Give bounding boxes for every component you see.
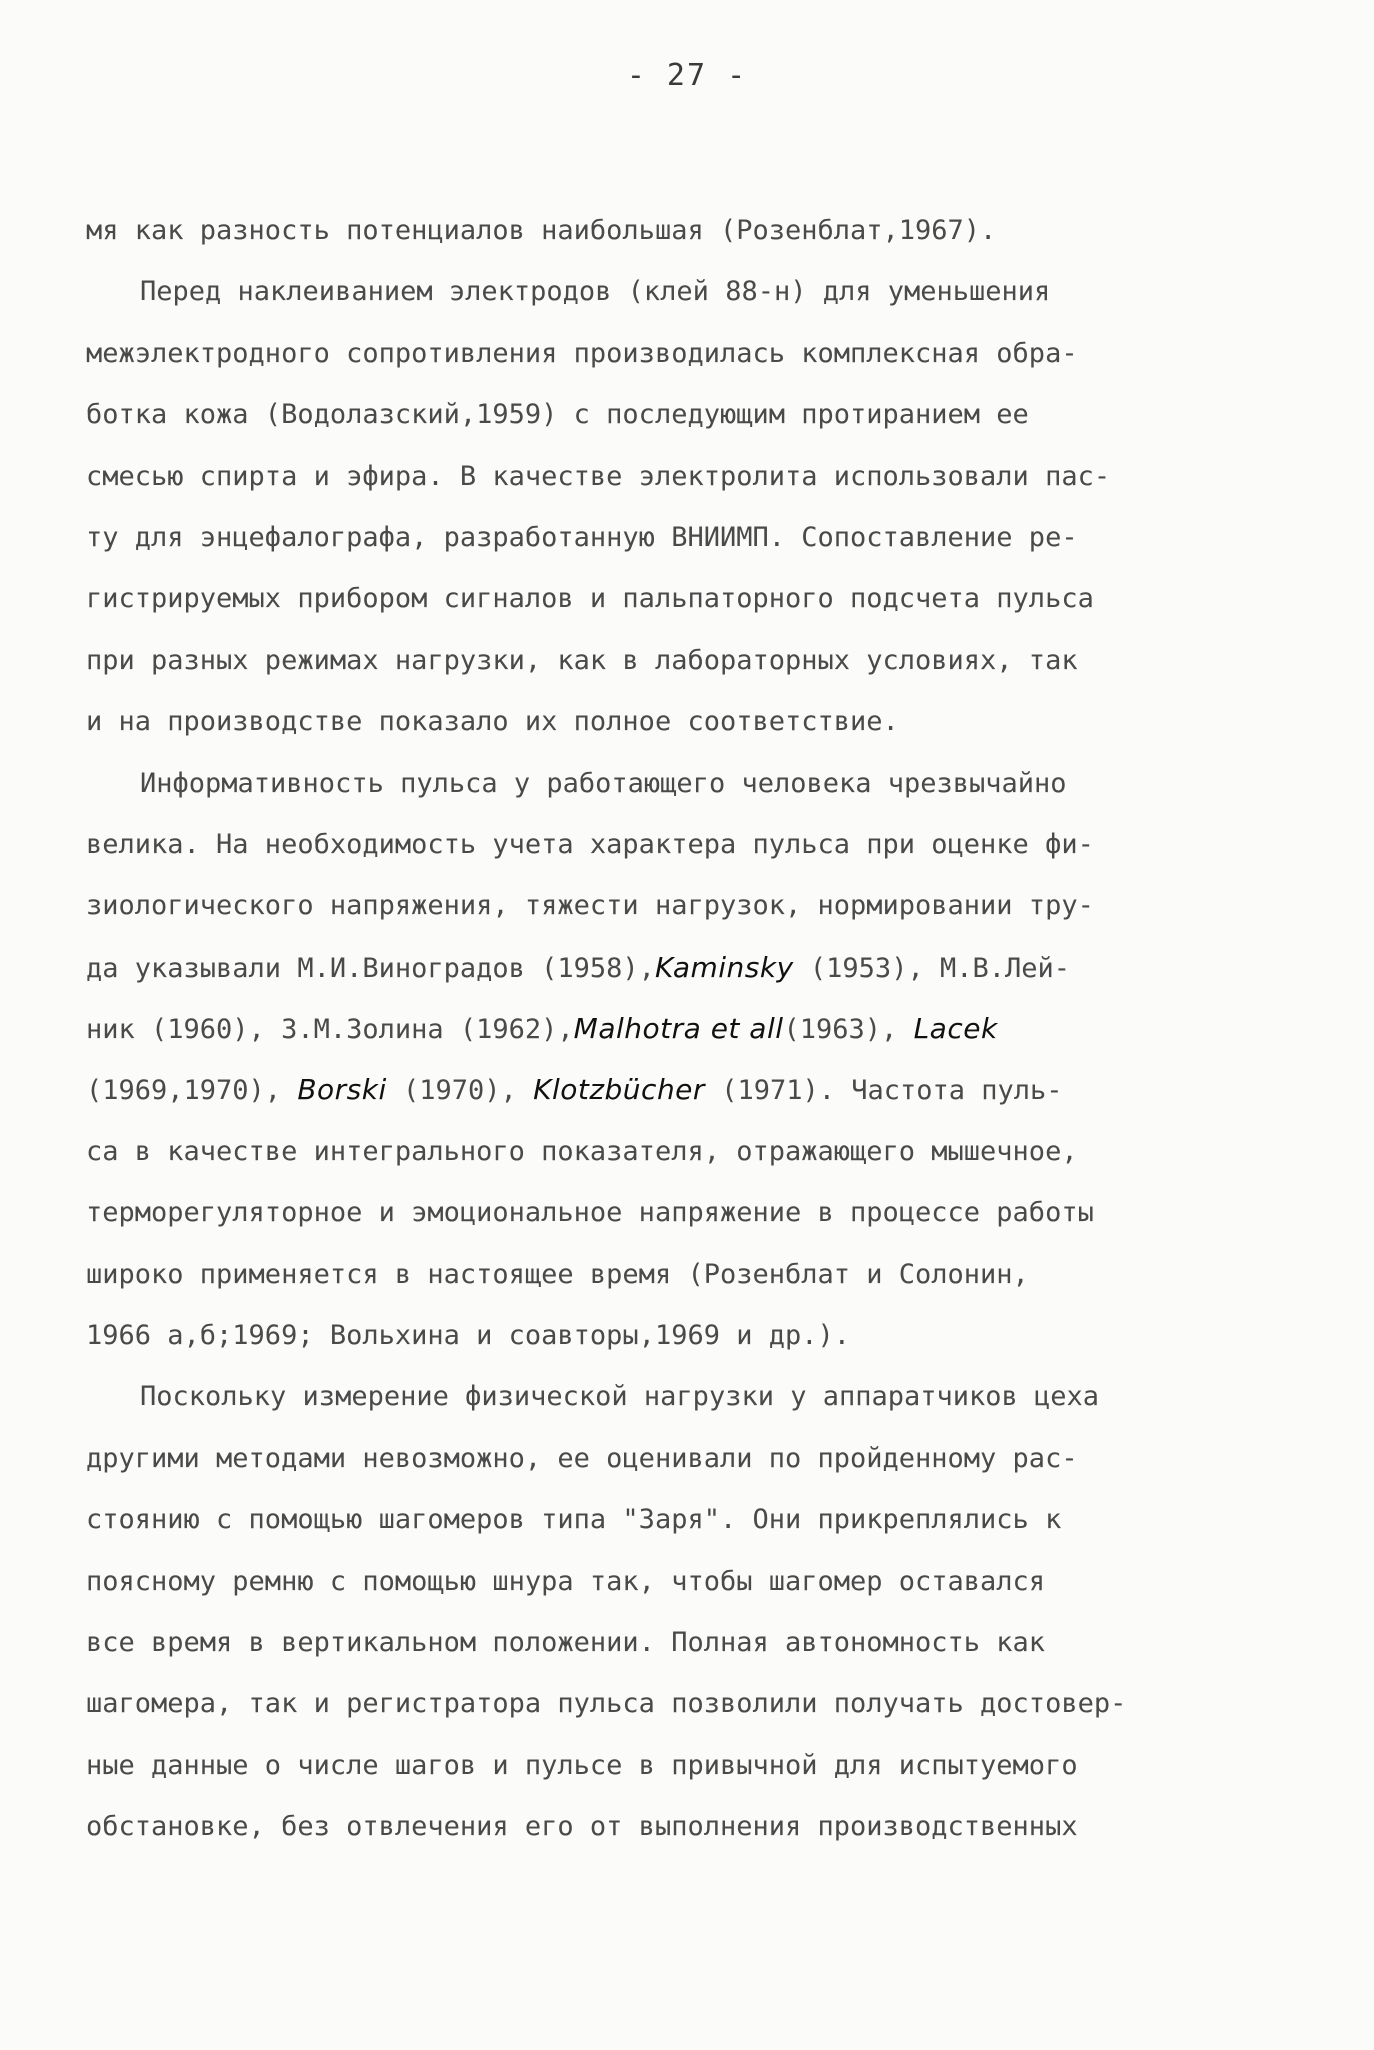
typed-text: шагомера, так и регистратора пульса позволили получать достовер- — [86, 1688, 1127, 1720]
handwritten-citation: Lacek — [913, 1012, 998, 1046]
typed-text: широко применяется в настоящее время (Розенблат и Солонин, — [86, 1258, 1029, 1290]
typed-text: другими методами невозможно, ее оценивали по пройденному рас- — [86, 1442, 1078, 1474]
text-line — [86, 384, 1286, 445]
text-line — [86, 446, 1286, 507]
text-line — [86, 814, 1286, 875]
text-line — [86, 1551, 1286, 1612]
text-line — [86, 1673, 1286, 1734]
typed-text: Перед наклеиванием электродов (клей 88-н) для уменьшения — [140, 276, 1051, 308]
text-line — [86, 323, 1286, 384]
typed-text: мя как разность потенциалов наибольшая (Розенблат,1967). — [86, 215, 997, 246]
typed-text: ник (1960), З.М.Золина (1962), — [86, 1014, 574, 1046]
typed-text: Поскольку измерение физической нагрузки у аппаратчиков цеха — [140, 1381, 1100, 1413]
typed-text: (1971). Частота пуль- — [704, 1075, 1063, 1107]
typed-text: при разных режимах нагрузки, как в лабораторных условиях, так — [86, 644, 1078, 676]
typed-text: (1970), — [386, 1075, 534, 1107]
typed-text: смесью спирта и эфира. В качестве электролита использовали пас- — [86, 460, 1111, 492]
text-line — [86, 1182, 1286, 1243]
text-line — [86, 1796, 1286, 1857]
page-number: - 27 - — [626, 58, 748, 93]
text-line — [86, 1244, 1286, 1305]
text-line — [86, 507, 1286, 568]
text-line — [86, 1612, 1286, 1673]
text-line — [86, 261, 1286, 322]
text-line — [86, 753, 1286, 814]
text-line — [86, 1121, 1286, 1182]
text-line — [86, 1366, 1286, 1427]
handwritten-citation: Kaminsky — [654, 950, 794, 984]
typed-text: са в качестве интегрального показателя, отражающего мышечное, — [86, 1135, 1078, 1167]
typed-text: да указывали М.И.Виноградов (1958), — [86, 952, 655, 984]
typed-text: ту для энцефалографа, разработанную ВНИИМП. Сопоставление ре- — [86, 521, 1078, 553]
handwritten-citation: Borski — [297, 1073, 387, 1107]
typed-text: стоянию с помощью шагомеров типа "Заря". Они прикреплялись к — [86, 1504, 1062, 1536]
typed-text: (1963), — [783, 1014, 914, 1046]
text-line — [86, 875, 1286, 936]
typed-text: обстановке, без отвлечения его от выполнения производственных — [86, 1811, 1078, 1843]
handwritten-citation: Malhotra et all — [573, 1012, 784, 1046]
typed-text: ные данные о числе шагов и пульсе в привычной для испытуемого — [86, 1749, 1078, 1781]
text-line — [86, 998, 1286, 1059]
text-line — [86, 1428, 1286, 1489]
text-line — [86, 937, 1286, 998]
text-line — [86, 691, 1286, 752]
typed-text: межэлектродного сопротивления производилась комплексная обра- — [86, 337, 1078, 369]
body-text — [86, 200, 1286, 1858]
typed-text: гистрируемых прибором сигналов и пальпаторного подсчета пульса — [86, 583, 1094, 615]
typed-text: терморегуляторное и эмоциональное напряжение в процессе работы — [86, 1197, 1094, 1229]
text-line — [86, 1489, 1286, 1550]
text-line — [86, 1059, 1286, 1120]
text-line — [86, 568, 1286, 629]
typed-text: Информативность пульса у работающего человека чрезвычайно — [140, 767, 1067, 799]
typed-text: (1969,1970), — [86, 1075, 298, 1107]
typed-text: зиологического напряжения, тяжести нагрузок, нормировании тру- — [86, 890, 1094, 922]
typed-text: велика. На необходимость учета характера пульса при оценке фи- — [86, 828, 1094, 860]
handwritten-citation: Klotzbücher — [533, 1073, 705, 1107]
typed-text: и на производстве показало их полное соответствие. — [86, 706, 899, 738]
typed-text: поясному ремню с помощью шнура так, чтобы шагомер оставался — [86, 1565, 1046, 1597]
typed-text: 1966 а,б;1969; Вольхина и соавторы,1969 и др.). — [86, 1320, 851, 1352]
text-line — [86, 1735, 1286, 1796]
text-line — [86, 630, 1286, 691]
text-line — [86, 1305, 1286, 1366]
typed-text: (1953), М.В.Лей- — [793, 952, 1070, 984]
text-line — [86, 200, 1286, 261]
typed-text: все время в вертикальном положении. Полная автономность как — [86, 1626, 1046, 1658]
typed-text: ботка кожа (Водолазский,1959) с последующим протиранием ее — [86, 399, 1029, 431]
